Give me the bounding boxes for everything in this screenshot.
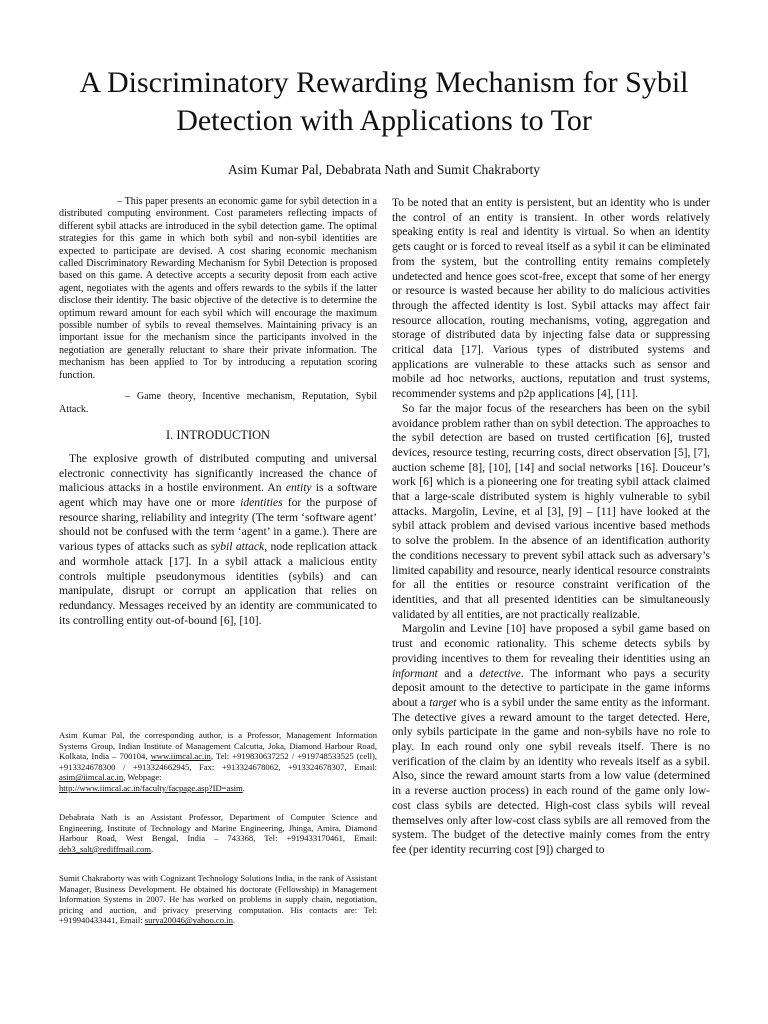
footnote-author-1 xyxy=(59,730,377,794)
term-informant: informant xyxy=(392,666,438,680)
text-run: and a xyxy=(437,666,480,680)
section-heading-introduction: I. INTRODUCTION xyxy=(166,427,270,442)
body-paragraph-2: So far the major focus of the researchers has been on the sybil avoidance problem rather than on sybil detection. The approaches to the sybil detection are based on trusted certification [6], trusted devices, resource testing, recurring costs, direct observation [5], [7], auction scheme [8], [10], [14] and social networks [16]. Douceur’s work [6] which is a pioneering one for treating sybil attack claimed that a large-scale distributed system is highly vulnerable to sybil attacks. Margolin, Levine, et al [3], [9] – [11] have looked at the sybil attack problem and devised various incentive based methods to solve the problem. In the absence of an identification authority the conditions necessary to prevent sybil attack such as adversary’s limited capability and resource, nearly identical resource constraints for all the entities or resource constraint verification of the identities, and that all presented identities can be simultaneously validated by all entities, are not practically realizable. xyxy=(392,401,710,621)
title-line-1: A Discriminatory Rewarding Mechanism for Sybil xyxy=(79,66,689,99)
text-run: Sumit Chakraborty was with Cognizant Technology Solutions India, in the rank of Assistant Manager, Business Development. He obtained his doctorate (Fellowship) in Management Information Systems in 2007. He has worked on problems in supply chain, negotiation, pricing and auction, and privacy preserving computation. His contacts are: Tel: +919940433441, Email: xyxy=(59,873,377,926)
text-run: Margolin and Levine [10] have proposed a sybil game based on trust and economic rationality. This scheme detects sybils by providing incentives to them for revealing their identities using an xyxy=(392,622,710,665)
text-run: is a software agent which may have one or more xyxy=(59,481,377,510)
footnote-author-3 xyxy=(59,873,377,926)
text-run: , Tel: +919830637252 / +919748533525 (cell), +913324678300 / +913324662945, Fax: +913324678062, +913324678307, Email: xyxy=(59,751,377,772)
author-list: Asim Kumar Pal, Debabrata Nath and Sumit Chakraborty xyxy=(228,162,540,177)
abstract xyxy=(59,196,377,382)
footnote-author-2 xyxy=(59,812,377,854)
text-run: Asim Kumar Pal, the corresponding author, is a Professor, Management Information Systems Group, Indian Institute of Management Calcutta, Joka, Diamond Harbour Road, Kolkata, India – 700104, xyxy=(59,730,377,762)
text-run: . xyxy=(151,843,154,854)
term-identities: identities xyxy=(240,496,283,510)
email-link[interactable]: deb3_salt@rediffmail.com xyxy=(59,843,151,854)
webpage-link[interactable]: http://www.iimcal.ac.in/faculty/facpage.asp?ID=asim xyxy=(59,782,243,793)
body-paragraph-3 xyxy=(392,622,710,857)
right-column xyxy=(392,196,710,858)
term-sybil-attack: sybil attack xyxy=(210,540,265,554)
email-link[interactable]: asim@iimcal.ac.in xyxy=(59,772,124,783)
text-run: , node replication attack and wormhole attack [17]. In a sybil attack a malicious entity controls multiple pseudonymous identities (sybils) and can manipulate, disrupt or corrupt an application that relies on redundancy. Messages received by an identity are communicated to its controlling entity out-of-bound [6], [10]. xyxy=(59,540,378,627)
intro-paragraph-1 xyxy=(59,452,377,628)
keywords-text: – Game theory, Incentive mechanism, Reputation, Sybil Attack. xyxy=(59,391,377,415)
text-run: who is a sybil under the same entity as the informant. The detective gives a reward amount to the target detected. Here, only sybils participate in the game and non-sybils have no role to play. In each round only one sybil reveals itself. There is no verification of the claim by an identity who reveals itself as a sybil. Also, since the reward amount starts from a low value (determined in a reverse auction process) in each round of the game only low-cost class sybils are detected. High-cost class sybils will reveal themselves only after low-cost class sybils are all removed from the system. The budget of the detective mainly comes from the entry fee (per identity recurring cost [9]) charged to xyxy=(392,695,711,856)
body-paragraph-1: To be noted that an entity is persistent, but an identity who is under the control of an entity is transient. In other words relatively speaking entity is real and identity is virtual. So when an identity gets caught or is forced to reveal itself as a sybil it can be eliminated from the system, but the controlling entity remains completely undetected and hence goes scot-free, except that some of her energy or resource is wasted because her ability to do malicious activities through the affected identity is lost. Sybil attacks may affect fair resource allocation, routing mechanisms, voting, aggregation and storage of distributed data by injecting false data or suppressing critical data [17]. Various types of distributed systems and applications are vulnerable to these attacks such as sensor and mobile ad hoc networks, auctions, reputation and trust systems, recommender systems and p2p applications [4], [11]. xyxy=(392,196,710,401)
left-column xyxy=(59,196,377,628)
text-run: Debabrata Nath is an Assistant Professor, Department of Computer Science and Engineering, Institute of Technology and Marine Engineering, Jhinga, Amira, Diamond Harbour Road, West Bengal, India – 743368, Tel: +919433170461, Email: xyxy=(59,812,377,844)
website-link[interactable]: www.iimcal.ac.in xyxy=(150,751,211,762)
index-terms xyxy=(59,391,377,416)
text-run: The explosive growth of distributed computing and universal electronic connectivity has significantly increased the chance of malicious attacks in a hostile environment. An xyxy=(59,451,377,495)
abstract-text: – This paper presents an economic game for sybil detection in a distributed computing environment. Cost parameters reflecting impacts of different sybil attacks are introduced in the sybil detection game. The optimal strategies for this game in which both sybil and non-sybil identities are expected to participate are devised. A cost sharing economic mechanism called Discriminatory Rewarding Mechanism for Sybil Detection is proposed based on this game. A detective accepts a security deposit from each active agent, negotiates with the agents and offers rewards to the sybils if the latter disclose their identity. The basic objective of the detective is to determine the optimum reward amount for each sybil which will encourage the maximum possible number of sybils to reveal themselves. Maintaining privacy is an important issue for the mechanism since the participants involved in the negotiation are generally reluctant to share their private information. The mechanism has been applied to Tor by introducing a reputation scoring function. xyxy=(59,196,377,381)
text-run: for the purpose of resource sharing, reliability and integrity (The term ‘software agent’ should not be confused with the term ‘agent’ in a game.). There are various types of attacks such as xyxy=(59,496,378,554)
email-link[interactable]: surya20046@yahoo.co.in xyxy=(144,915,233,926)
term-target: target xyxy=(429,695,457,709)
text-run: . The informant who pays a security deposit amount to the detective to participate in the game informs about a xyxy=(392,666,710,709)
text-run: . xyxy=(242,782,245,793)
title-line-2: Detection with Applications to Tor xyxy=(176,104,592,137)
text-run: , Webpage: xyxy=(123,772,162,783)
text-run: . xyxy=(232,915,236,926)
paper-title xyxy=(40,64,728,140)
term-detective: detective xyxy=(479,666,521,680)
term-entity: entity xyxy=(285,481,312,495)
